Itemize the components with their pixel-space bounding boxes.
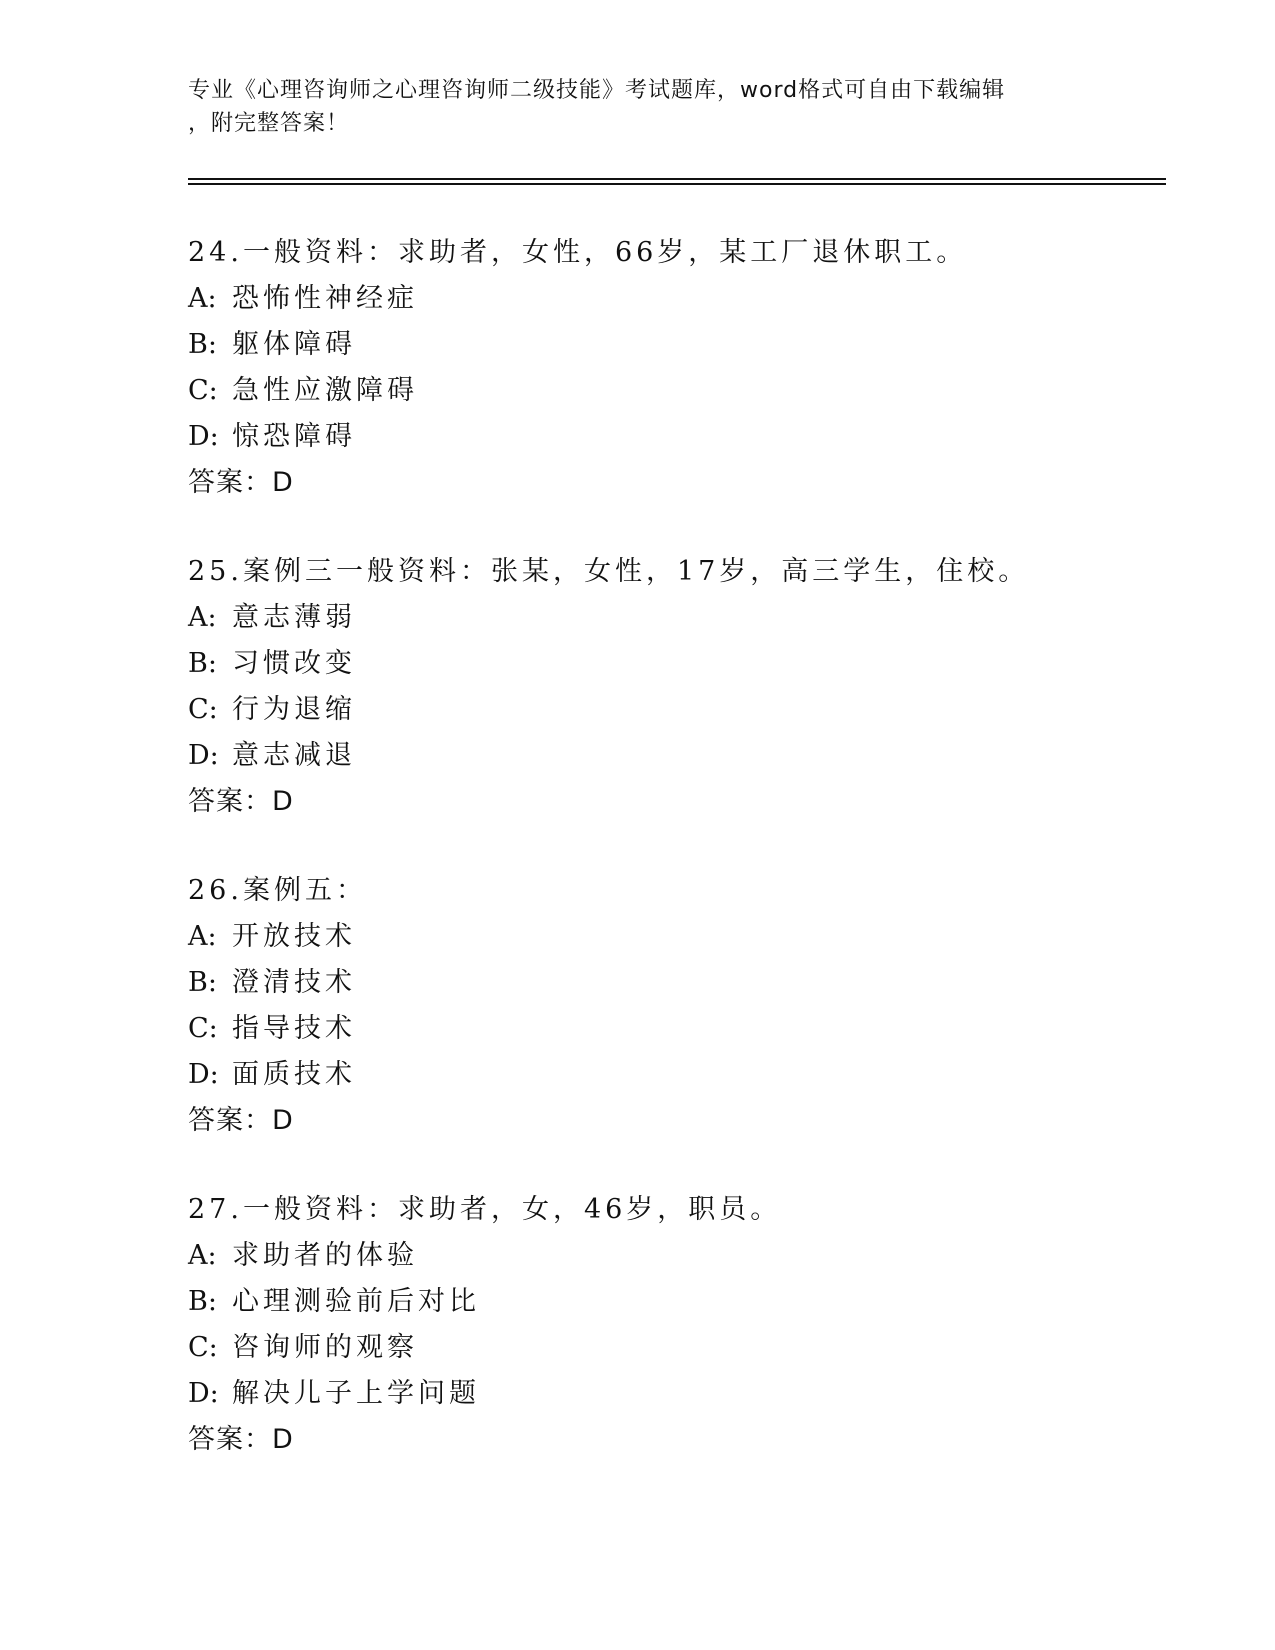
option-label: A:	[188, 283, 217, 314]
question-stem: 27.一般资料：求助者，女，46岁，职员。	[188, 1194, 782, 1225]
option-c	[188, 687, 1188, 733]
option-text: 指导技术	[232, 1013, 356, 1044]
answer-line: 答案：D	[188, 1105, 294, 1136]
option-a	[188, 595, 1188, 641]
option-label: D:	[188, 1059, 219, 1090]
option-text: 心理测验前后对比	[232, 1286, 480, 1317]
option-text: 咨询师的观察	[232, 1332, 418, 1363]
option-b	[188, 322, 1188, 368]
option-d	[188, 414, 1188, 460]
option-label: A:	[188, 921, 217, 952]
option-text: 求助者的体验	[232, 1240, 418, 1271]
option-b	[188, 1279, 1188, 1325]
option-text: 意志减退	[232, 740, 356, 771]
question-24	[188, 230, 1188, 506]
option-label: B:	[188, 648, 217, 679]
option-text: 开放技术	[232, 921, 356, 952]
document-header	[188, 74, 1088, 140]
header-divider-top	[188, 178, 1166, 180]
option-text: 澄清技术	[232, 967, 356, 998]
option-label: D:	[188, 1378, 219, 1409]
option-b	[188, 641, 1188, 687]
header-line-2: ，附完整答案！	[188, 111, 350, 136]
question-stem: 24.一般资料：求助者，女性，66岁，某工厂退休职工。	[188, 237, 968, 268]
header-divider-bottom	[188, 183, 1166, 185]
option-a	[188, 1233, 1188, 1279]
option-a	[188, 914, 1188, 960]
header-line-1: 专业《心理咨询师之心理咨询师二级技能》考试题库，word格式可自由下载编辑	[188, 78, 1006, 103]
question-25	[188, 549, 1188, 825]
option-label: C:	[188, 694, 218, 725]
option-c	[188, 368, 1188, 414]
option-text: 行为退缩	[232, 694, 356, 725]
option-text: 面质技术	[232, 1059, 356, 1090]
answer-line: 答案：D	[188, 1424, 294, 1455]
option-label: C:	[188, 1332, 218, 1363]
question-27	[188, 1187, 1188, 1463]
option-a	[188, 276, 1188, 322]
option-c	[188, 1006, 1188, 1052]
answer-line: 答案：D	[188, 786, 294, 817]
option-label: D:	[188, 421, 219, 452]
option-text: 意志薄弱	[232, 602, 356, 633]
option-text: 急性应激障碍	[232, 375, 418, 406]
option-label: B:	[188, 329, 217, 360]
option-label: B:	[188, 1286, 217, 1317]
question-stem: 25.案例三一般资料：张某，女性，17岁，高三学生，住校。	[188, 556, 1030, 587]
option-label: A:	[188, 1240, 217, 1271]
option-text: 惊恐障碍	[232, 421, 356, 452]
option-d	[188, 1052, 1188, 1098]
option-label: B:	[188, 967, 217, 998]
option-text: 解决儿子上学问题	[232, 1378, 480, 1409]
option-d	[188, 733, 1188, 779]
option-d	[188, 1371, 1188, 1417]
question-stem: 26.案例五：	[188, 875, 367, 906]
option-text: 习惯改变	[232, 648, 356, 679]
question-26	[188, 868, 1188, 1144]
option-text: 躯体障碍	[232, 329, 356, 360]
option-text: 恐怖性神经症	[232, 283, 418, 314]
option-label: A:	[188, 602, 217, 633]
option-label: C:	[188, 375, 218, 406]
option-c	[188, 1325, 1188, 1371]
option-label: D:	[188, 740, 219, 771]
option-b	[188, 960, 1188, 1006]
option-label: C:	[188, 1013, 218, 1044]
answer-line: 答案：D	[188, 467, 294, 498]
